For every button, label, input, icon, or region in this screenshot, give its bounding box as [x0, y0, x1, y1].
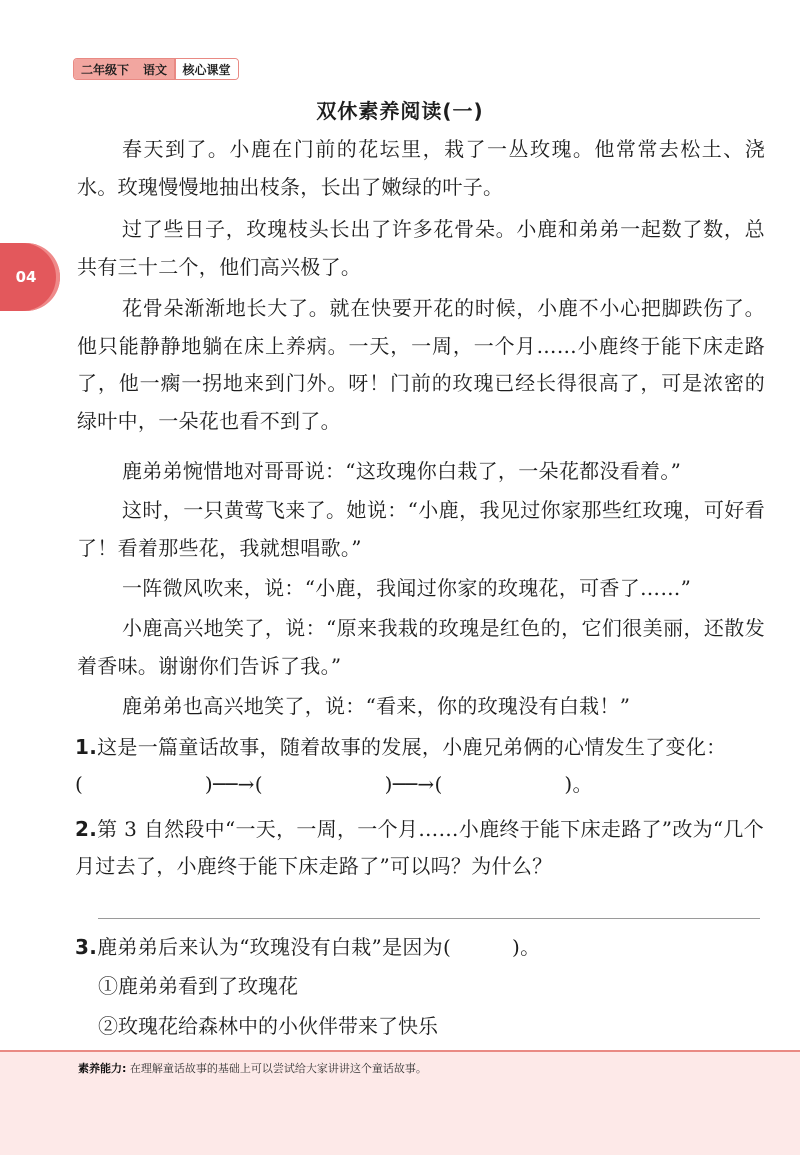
- footer-text: 在理解童话故事的基础上可以尝试给大家讲讲这个童话故事。: [129, 1062, 427, 1075]
- story-paragraph-2: 过了些日子，玫瑰枝头长出了许多花骨朵。小鹿和弟弟一起数了数，总共有三十二个，他们高兴极了。: [77, 217, 765, 279]
- question-3: [75, 929, 765, 966]
- header-badge: [73, 58, 239, 80]
- series-label: 核心课堂: [176, 59, 238, 79]
- story-paragraph-4: 鹿弟弟惋惜地对哥哥说：“这玫瑰你白栽了，一朵花都没看着。”: [122, 459, 682, 483]
- story-paragraph-7: 小鹿高兴地笑了，说：“原来我栽的玫瑰是红色的，它们很美丽，还散发着香味。谢谢你们告诉了我。”: [77, 616, 765, 678]
- question-1-number: 1.: [75, 735, 98, 759]
- question-2: [75, 811, 765, 885]
- footer-band: [0, 1050, 800, 1155]
- grade-label: 二年级下: [74, 59, 136, 79]
- question-2-text: 第 3 自然段中“一天，一周，一个月……小鹿终于能下床走路了”改为“几个月过去了，小鹿终于能下床走路了”可以吗？为什么？: [75, 817, 765, 878]
- question-3-number: 3.: [75, 935, 98, 959]
- footer-note: [78, 1060, 427, 1076]
- page-title: 双休素养阅读(一): [316, 99, 484, 123]
- page-number: 04: [15, 268, 37, 286]
- question-1-text: 这是一篇童话故事，随着故事的发展，小鹿兄弟俩的心情发生了变化：( )──→( )──→( )。: [75, 735, 727, 796]
- page-number-tab: [0, 243, 60, 311]
- question-1: [75, 729, 765, 803]
- subject-label: 语文: [136, 59, 174, 79]
- question-2-number: 2.: [75, 817, 98, 841]
- story-paragraph-5: 这时，一只黄莺飞来了。她说：“小鹿，我见过你家那些红玫瑰，可好看了！看着那些花，我就想唱歌。”: [77, 498, 765, 560]
- answer-line[interactable]: [98, 918, 760, 919]
- story-paragraph-1: 春天到了。小鹿在门前的花坛里，栽了一丛玫瑰。他常常去松土、浇水。玫瑰慢慢地抽出枝条，长出了嫩绿的叶子。: [77, 137, 765, 199]
- footer-label: 素养能力:: [78, 1062, 127, 1075]
- question-3-option-2[interactable]: ②玫瑰花给森林中的小伙伴带来了快乐: [98, 1014, 438, 1038]
- story-paragraph-8: 鹿弟弟也高兴地笑了，说：“看来，你的玫瑰没有白栽！”: [122, 694, 631, 718]
- story-paragraph-3: 花骨朵渐渐地长大了。就在快要开花的时候，小鹿不小心把脚跌伤了。他只能静静地躺在床上养病。一天，一周，一个月……小鹿终于能下床走路了，他一瘸一拐地来到门外。呀！门前的玫瑰已经长得很高了，可是浓密的绿叶中，一朵花也看不到了。: [77, 296, 765, 433]
- story-paragraph-6: 一阵微风吹来，说：“小鹿，我闻过你家的玫瑰花，可香了……”: [122, 576, 692, 600]
- question-3-option-1[interactable]: ①鹿弟弟看到了玫瑰花: [98, 974, 298, 998]
- question-3-text: 鹿弟弟后来认为“玫瑰没有白栽”是因为( )。: [97, 935, 541, 959]
